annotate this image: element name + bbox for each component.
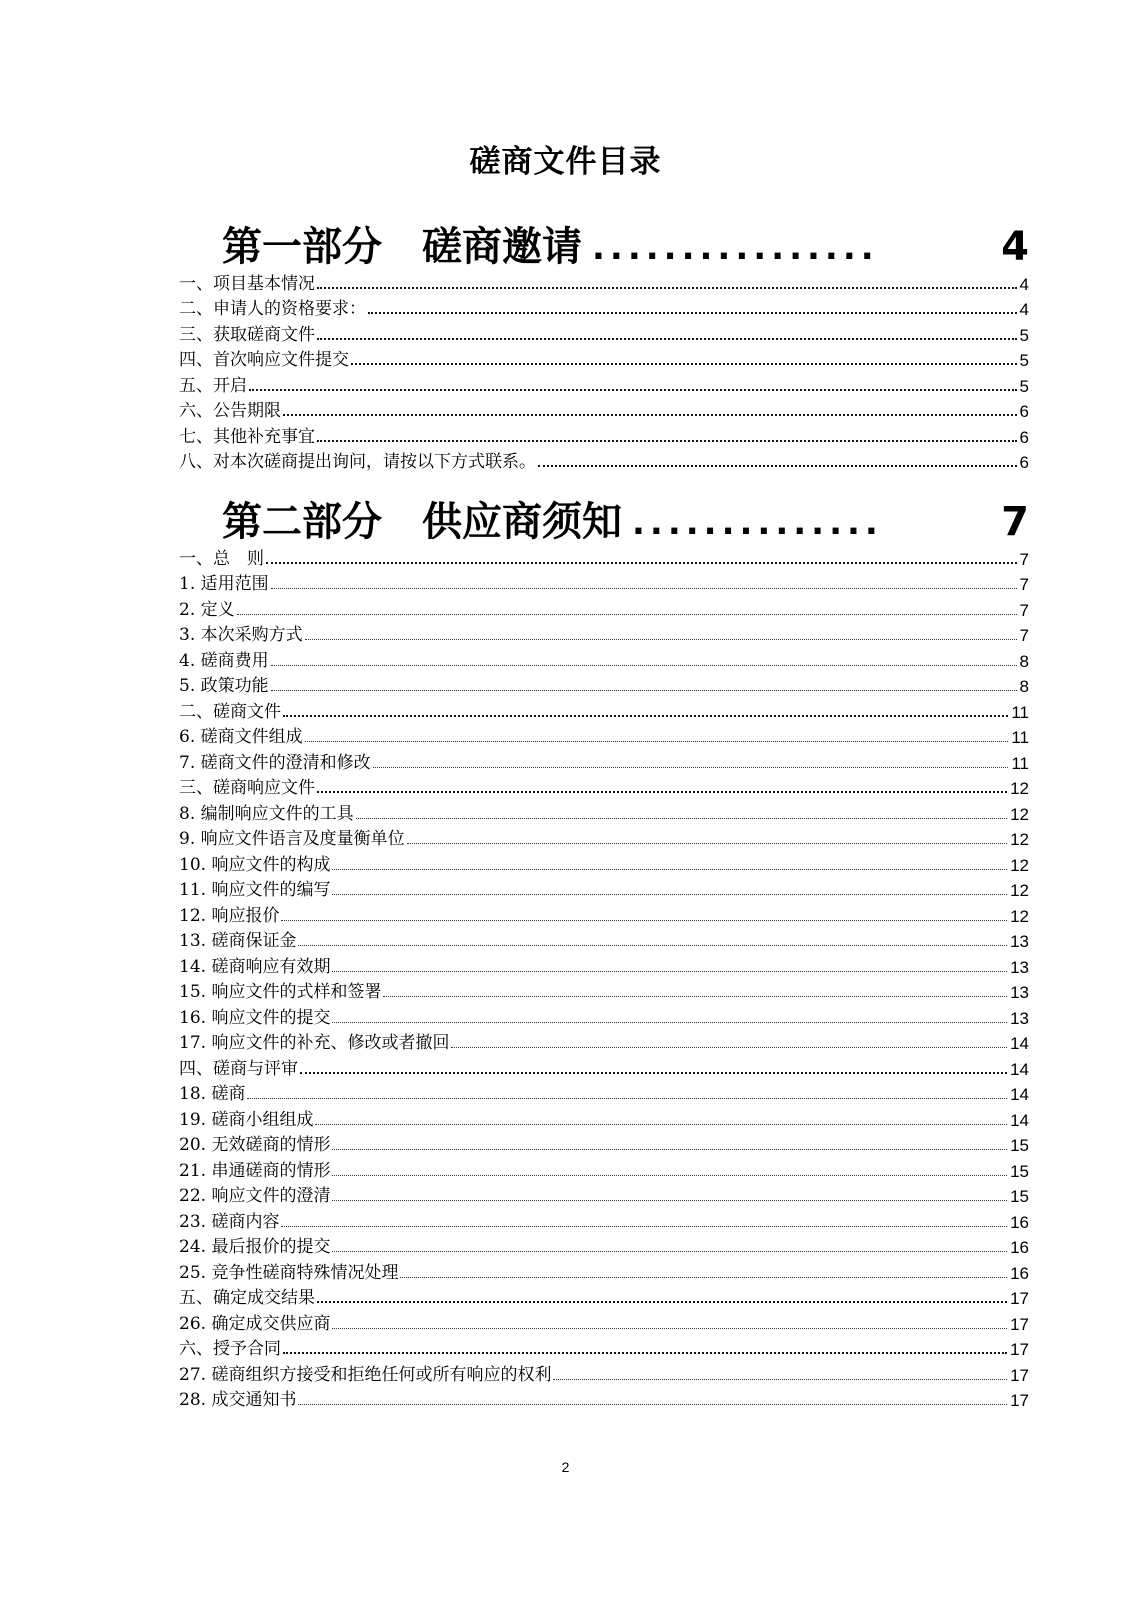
toc-entry-title: 7. 磋商文件的澄清和修改 — [179, 752, 371, 773]
toc-entry-title: 6. 磋商文件组成 — [179, 727, 303, 747]
toc-entry[interactable] — [179, 318, 1029, 344]
toc-leader-dots — [317, 1301, 1007, 1303]
toc-entry-page: 12 — [1010, 779, 1029, 798]
part-leader-dots: ................ — [592, 231, 879, 265]
toc-entry[interactable] — [179, 644, 1029, 670]
toc-entry-list — [179, 267, 1029, 471]
toc-leader-dots — [332, 1251, 1007, 1252]
toc-entry[interactable] — [179, 721, 1029, 747]
toc-entry-title: 七、其他补充事宜 — [179, 426, 315, 447]
toc-entry-title: 3. 本次采购方式 — [179, 625, 303, 645]
toc-entry-title: 三、获取磋商文件 — [179, 324, 315, 345]
toc-entry-page: 13 — [1010, 1008, 1029, 1028]
toc-entry-page: 12 — [1010, 855, 1029, 875]
toc-entry-page: 15 — [1010, 1136, 1029, 1155]
toc-entry[interactable] — [179, 1001, 1029, 1027]
toc-entry-page: 17 — [1010, 1340, 1029, 1359]
toc-entry[interactable] — [179, 950, 1029, 976]
toc-entry-page: 12 — [1010, 906, 1029, 926]
toc-entry-title: 一、总 则 — [179, 548, 264, 569]
toc-part-2 — [179, 476, 1029, 1409]
toc-leader-dots — [332, 894, 1007, 895]
toc-leader-dots — [315, 1124, 1007, 1125]
toc-entry-title: 28. 成交通知书 — [179, 1390, 297, 1410]
toc-leader-dots — [332, 971, 1007, 972]
toc-entry-page: 12 — [1010, 804, 1029, 824]
toc-entry-page: 15 — [1010, 1187, 1029, 1206]
toc-entry-page: 11 — [1011, 753, 1029, 773]
toc-leader-dots — [266, 562, 1017, 564]
toc-entry-page: 8 — [1019, 651, 1029, 671]
toc-entry-title: 二、磋商文件 — [179, 701, 281, 722]
toc-entry-page: 5 — [1019, 325, 1029, 345]
toc-part-1 — [179, 201, 1029, 471]
toc-part-heading[interactable] — [179, 201, 1029, 270]
toc-entry[interactable] — [179, 1384, 1029, 1410]
toc-entry[interactable] — [179, 1256, 1029, 1282]
toc-entry[interactable] — [179, 420, 1029, 446]
toc-entry-page: 17 — [1010, 1365, 1029, 1385]
toc-entry[interactable] — [179, 1129, 1029, 1155]
toc-entry-title: 13. 磋商保证金 — [179, 931, 297, 951]
toc-entry[interactable] — [179, 1333, 1029, 1359]
toc-leader-dots — [300, 1072, 1007, 1074]
toc-leader-dots — [298, 945, 1007, 946]
toc-entry-title: 9. 响应文件语言及度量衡单位 — [179, 829, 405, 849]
toc-entry[interactable] — [179, 1282, 1029, 1308]
toc-entry-title: 4. 磋商费用 — [179, 650, 269, 671]
toc-entry-page: 7 — [1019, 575, 1029, 594]
toc-entry-page: 4 — [1019, 300, 1029, 319]
toc-entry[interactable] — [179, 1231, 1029, 1257]
toc-entry-title: 24. 最后报价的提交 — [179, 1237, 331, 1257]
toc-leader-dots — [271, 588, 1017, 589]
toc-entry-title: 四、磋商与评审 — [179, 1058, 298, 1079]
toc-entry-page: 7 — [1019, 549, 1029, 569]
toc-entry-page: 5 — [1019, 376, 1029, 396]
toc-entry-page: 14 — [1010, 1085, 1029, 1104]
toc-leader-dots — [407, 843, 1007, 844]
part-leader-dots: .............. — [632, 506, 883, 540]
toc-leader-dots — [368, 312, 1017, 314]
toc-entry-title: 23. 磋商内容 — [179, 1211, 280, 1232]
toc-entry[interactable] — [179, 1027, 1029, 1053]
toc-entry-title: 2. 定义 — [179, 599, 235, 620]
toc-leader-dots — [281, 920, 1007, 921]
toc-entry[interactable] — [179, 446, 1029, 472]
toc-leader-dots — [351, 363, 1017, 365]
page-number: 2 — [561, 1459, 570, 1475]
toc-entry[interactable] — [179, 542, 1029, 568]
toc-entry[interactable] — [179, 593, 1029, 619]
toc-leader-dots — [305, 741, 1009, 742]
toc-entry[interactable] — [179, 1103, 1029, 1129]
toc-leader-dots — [317, 791, 1007, 793]
toc-entry-page: 16 — [1010, 1212, 1029, 1232]
toc-leader-dots — [283, 715, 1008, 717]
toc-leader-dots — [237, 614, 1017, 615]
toc-leader-dots — [283, 1352, 1007, 1354]
toc-entry[interactable] — [179, 1358, 1029, 1384]
toc-leader-dots — [553, 1379, 1007, 1380]
part-page-number: 4 — [1001, 224, 1029, 270]
toc-entry-title: 17. 响应文件的补充、修改或者撤回 — [179, 1033, 450, 1053]
toc-entry-title: 四、首次响应文件提交 — [179, 350, 349, 370]
toc-entry-title: 五、确定成交结果 — [179, 1288, 315, 1308]
toc-entry-page: 12 — [1010, 881, 1029, 900]
toc-entry[interactable] — [179, 695, 1029, 721]
toc-entry-page: 6 — [1019, 402, 1029, 421]
toc-leader-dots — [317, 440, 1017, 442]
toc-leader-dots — [332, 1175, 1007, 1176]
toc-entry[interactable] — [179, 1205, 1029, 1231]
toc-leader-dots — [305, 639, 1017, 640]
toc-entry[interactable] — [179, 568, 1029, 594]
toc-entry[interactable] — [179, 1078, 1029, 1104]
toc-entry-page: 14 — [1010, 1059, 1029, 1079]
toc-entry-title: 27. 磋商组织方接受和拒绝任何或所有响应的权利 — [179, 1364, 552, 1385]
toc-entry-title: 六、公告期限 — [179, 401, 281, 421]
toc-leader-dots — [332, 869, 1007, 870]
toc-entry-page: 13 — [1010, 932, 1029, 951]
toc-entry-page: 8 — [1019, 677, 1029, 696]
toc-entry-page: 16 — [1010, 1263, 1029, 1283]
toc-entry[interactable] — [179, 395, 1029, 421]
toc-entry-title: 12. 响应报价 — [179, 905, 280, 926]
toc-entry-title: 1. 适用范围 — [179, 574, 269, 594]
toc-entry-page: 5 — [1019, 351, 1029, 370]
toc-leader-dots — [400, 1277, 1007, 1278]
toc-entry-title: 20. 无效磋商的情形 — [179, 1135, 331, 1155]
toc-entry-page: 17 — [1010, 1289, 1029, 1308]
toc-entry[interactable] — [179, 746, 1029, 772]
toc-leader-dots — [271, 665, 1017, 666]
toc-entry-title: 22. 响应文件的澄清 — [179, 1186, 331, 1206]
toc-entry-title: 5. 政策功能 — [179, 676, 269, 696]
toc-entry[interactable] — [179, 899, 1029, 925]
toc-entry-title: 16. 响应文件的提交 — [179, 1007, 331, 1028]
toc-entry[interactable] — [179, 670, 1029, 696]
toc-entry-page: 4 — [1019, 274, 1029, 294]
toc-entry[interactable] — [179, 619, 1029, 645]
toc-leader-dots — [332, 1328, 1007, 1329]
toc-entry-title: 21. 串通磋商的情形 — [179, 1160, 331, 1181]
toc-entry-page: 6 — [1019, 427, 1029, 447]
toc-leader-dots — [332, 1022, 1007, 1023]
toc-entry-list — [179, 542, 1029, 1409]
toc-leader-dots — [249, 389, 1017, 391]
toc-entry-title: 14. 磋商响应有效期 — [179, 956, 331, 977]
toc-leader-dots — [356, 818, 1007, 819]
toc-entry-title: 六、授予合同 — [179, 1339, 281, 1359]
toc-leader-dots — [383, 996, 1007, 997]
toc-entry[interactable] — [179, 797, 1029, 823]
toc-leader-dots — [451, 1047, 1007, 1048]
toc-leader-dots — [538, 465, 1017, 467]
toc-entry[interactable] — [179, 267, 1029, 293]
toc-leader-dots — [332, 1200, 1007, 1201]
toc-entry-title: 五、开启 — [179, 375, 247, 396]
toc-entry[interactable] — [179, 1307, 1029, 1333]
toc-entry[interactable] — [179, 344, 1029, 370]
toc-entry[interactable] — [179, 874, 1029, 900]
toc-entry-title: 八、对本次磋商提出询问，请按以下方式联系。 — [179, 452, 536, 472]
part-title: 第一部分 磋商邀请 — [222, 224, 582, 270]
toc-entry-title: 19. 磋商小组组成 — [179, 1109, 314, 1130]
toc-leader-dots — [298, 1404, 1007, 1405]
toc-entry-page: 16 — [1010, 1238, 1029, 1257]
toc-leader-dots — [271, 690, 1017, 691]
toc-entry-page: 17 — [1010, 1314, 1029, 1334]
toc-entry[interactable] — [179, 369, 1029, 395]
toc-entry-page: 14 — [1010, 1034, 1029, 1053]
toc-part-heading[interactable] — [179, 476, 1029, 545]
toc-entry-page: 11 — [1011, 728, 1029, 747]
toc-entry[interactable] — [179, 976, 1029, 1002]
toc-entry-title: 11. 响应文件的编写 — [179, 880, 331, 900]
part-page-number: 7 — [1001, 499, 1029, 545]
toc-entry-page: 7 — [1019, 600, 1029, 620]
toc-entry-title: 二、申请人的资格要求： — [179, 299, 366, 319]
toc-entry-title: 15. 响应文件的式样和签署 — [179, 982, 382, 1002]
toc-leader-dots — [317, 338, 1017, 340]
toc-entry[interactable] — [179, 772, 1029, 798]
toc-entry-page: 13 — [1010, 957, 1029, 977]
toc-entry-page: 15 — [1010, 1161, 1029, 1181]
toc-leader-dots — [247, 1098, 1007, 1099]
toc-entry[interactable] — [179, 293, 1029, 319]
toc-entry-title: 8. 编制响应文件的工具 — [179, 803, 354, 824]
toc-entry-page: 13 — [1010, 983, 1029, 1002]
page-title: 磋商文件目录 — [469, 144, 662, 180]
toc-entry[interactable] — [179, 848, 1029, 874]
toc-entry-title: 26. 确定成交供应商 — [179, 1313, 331, 1334]
toc-entry-title: 三、磋商响应文件 — [179, 778, 315, 798]
toc-entry[interactable] — [179, 925, 1029, 951]
toc-leader-dots — [373, 767, 1009, 768]
toc-entry-page: 17 — [1010, 1391, 1029, 1410]
toc-entry-title: 18. 磋商 — [179, 1084, 246, 1104]
toc-entry-title: 一、项目基本情况 — [179, 273, 315, 294]
toc-entry[interactable] — [179, 1154, 1029, 1180]
toc-entry-page: 11 — [1011, 702, 1029, 722]
toc-entry-page: 14 — [1010, 1110, 1029, 1130]
toc-leader-dots — [281, 1226, 1007, 1227]
toc-entry-title: 10. 响应文件的构成 — [179, 854, 331, 875]
toc-entry-page: 6 — [1019, 453, 1029, 472]
toc-entry[interactable] — [179, 823, 1029, 849]
toc-entry[interactable] — [179, 1052, 1029, 1078]
toc-leader-dots — [283, 414, 1017, 416]
toc-entry-title: 25. 竞争性磋商特殊情况处理 — [179, 1262, 399, 1283]
toc-entry-page: 7 — [1019, 626, 1029, 645]
toc-leader-dots — [317, 287, 1017, 289]
toc-entry[interactable] — [179, 1180, 1029, 1206]
toc-entry-page: 12 — [1010, 830, 1029, 849]
part-title: 第二部分 供应商须知 — [222, 499, 622, 545]
toc-leader-dots — [332, 1149, 1007, 1150]
